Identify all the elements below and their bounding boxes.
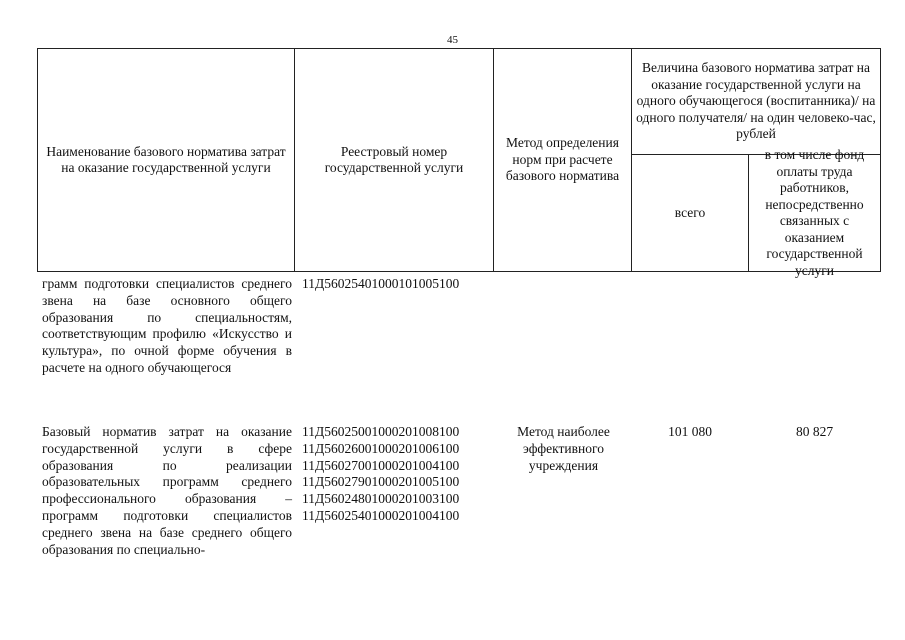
header-including-subcolumn: в том числе фонд оплаты труда работников, непосредственно связанных с оказанием государственной услуги <box>748 154 881 272</box>
registry-code: 11Д56024801000201003100 <box>302 491 460 507</box>
row-name: грамм подготовки специалистов среднего звена на базе основного общего образования по специальностям, соответствующим профилю «Искусство и культура», по очной форме обучения в расчете на одного обучающегося <box>42 276 292 375</box>
header-name-column: Наименование базового норматива затрат на оказание государственной услуги <box>37 48 295 272</box>
registry-code: 11Д56027001000201004100 <box>302 457 460 473</box>
row-registry-codes <box>302 424 492 525</box>
header-value-column: Величина базового норматива затрат на оказание государственной услуги на одного обучающегося (воспитанника)/ на одного получателя/ на один человеко-час, рублей <box>631 48 881 155</box>
registry-code: 11Д56025001000201008100 <box>302 424 460 439</box>
header-method-column: Метод определения норм при расчете базового норматива <box>493 48 632 272</box>
registry-code: 11Д56026001000201006100 <box>302 440 460 456</box>
registry-code: 11Д56025401000201004100 <box>302 507 460 523</box>
row-method: Метод наиболее эффективного учреждения <box>517 424 610 473</box>
header-registry-column: Реестровый номер государственной услуги <box>294 48 494 272</box>
header-total-subcolumn: всего <box>631 154 749 272</box>
row-registry-codes <box>302 276 492 293</box>
row-name: Базовый норматив затрат на оказание государственной услуги в сфере образования по реализации образовательных программ среднего профессионального образования – программ подготовки специалистов среднего звена на базе среднего общего образования по специально- <box>42 424 292 557</box>
registry-code: 11Д56027901000201005100 <box>302 474 460 490</box>
row-total: 101 080 <box>668 424 712 439</box>
row-including: 80 827 <box>795 424 834 439</box>
page-number: 45 <box>447 34 458 46</box>
registry-code: 11Д56025401000101005100 <box>302 276 460 291</box>
